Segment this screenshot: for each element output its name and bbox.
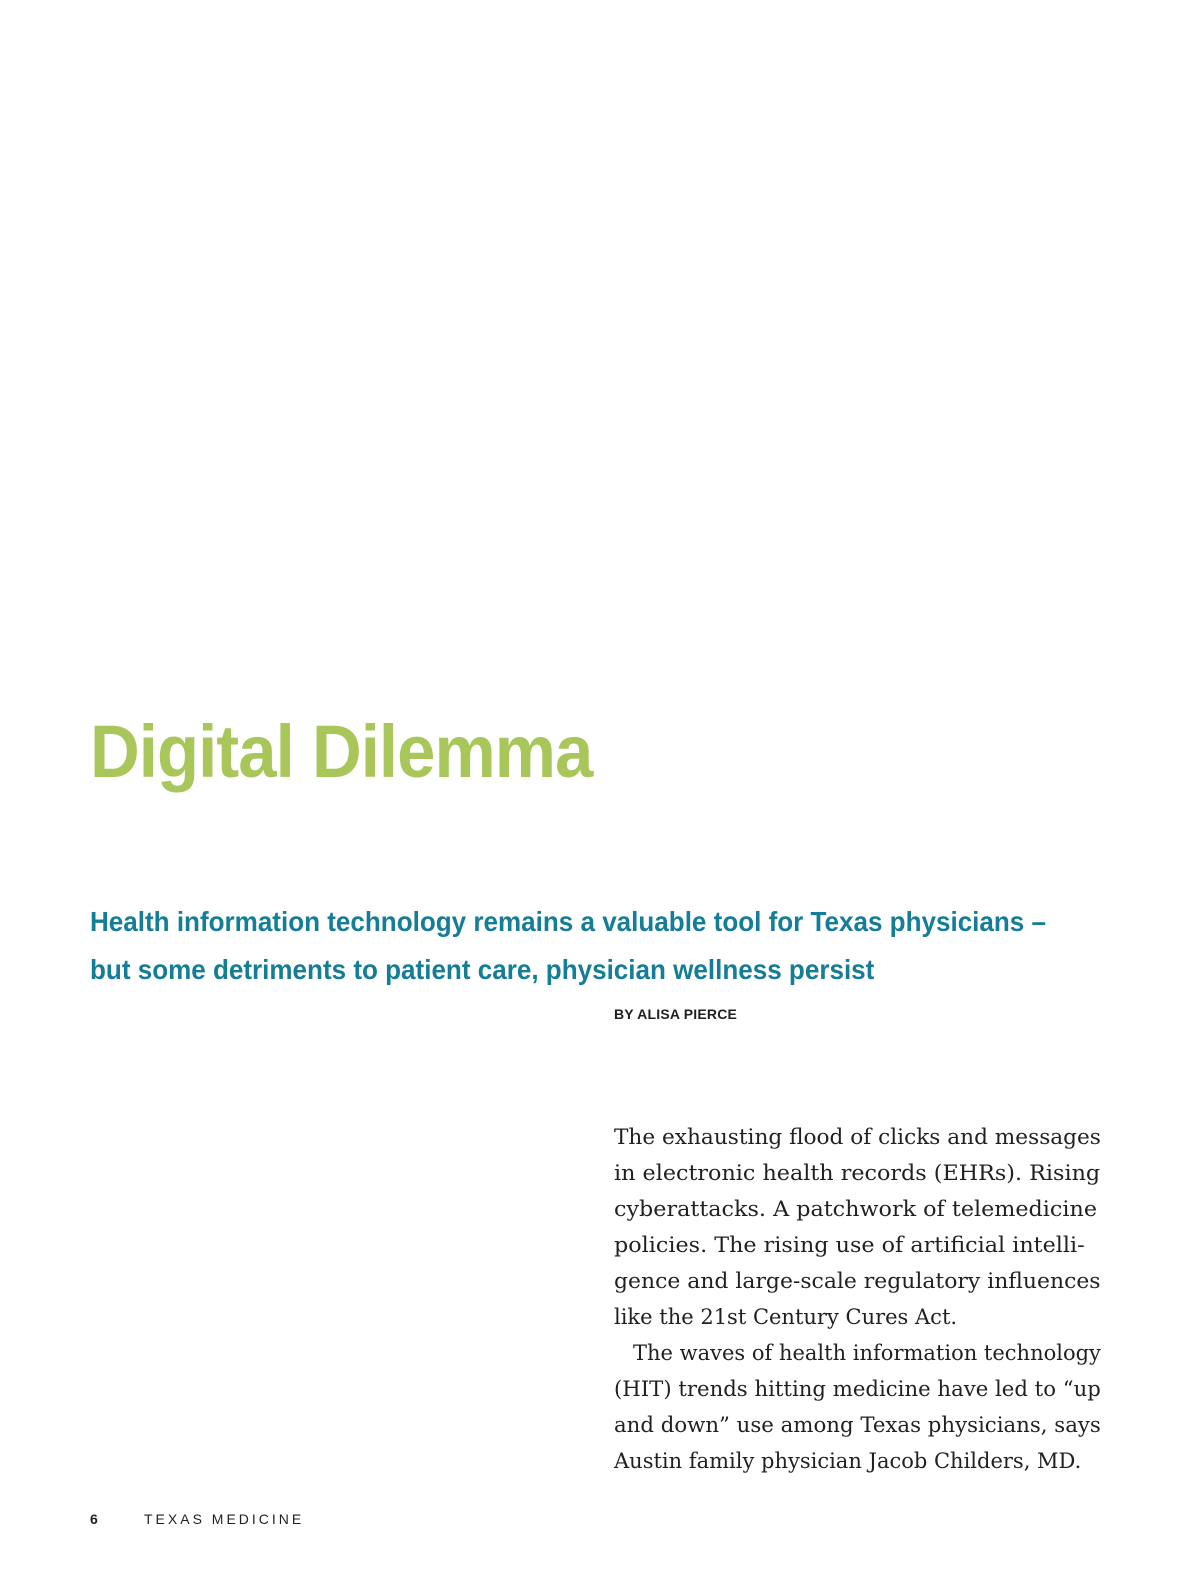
- body-line: in electronic health records (EHRs). Rising: [614, 1161, 1101, 1185]
- deck-line: Health information technology remains a valuable tool for Texas physicians –: [90, 906, 1047, 937]
- article-deck: [90, 898, 1118, 994]
- article-headline: Digital Dilemma: [90, 710, 593, 793]
- body-line: policies. The rising use of artificial intelli-: [614, 1233, 1085, 1257]
- body-line: (HIT) trends hitting medicine have led to “up: [614, 1377, 1101, 1401]
- body-line: Austin family physician Jacob Childers, MD.: [614, 1449, 1082, 1473]
- body-text: [614, 1119, 1101, 1479]
- byline: BY ALISA PIERCE: [614, 1006, 738, 1022]
- body-line: The waves of health information technology: [633, 1341, 1101, 1365]
- deck-line: but some detriments to patient care, physician wellness persist: [90, 954, 875, 985]
- page-footer: [90, 1509, 304, 1529]
- body-line: and down” use among Texas physicians, says: [614, 1413, 1101, 1437]
- body-line: The exhausting flood of clicks and messages: [614, 1125, 1101, 1149]
- body-line: cyberattacks. A patchwork of telemedicine: [614, 1197, 1098, 1221]
- page-number: 6: [90, 1511, 98, 1527]
- body-line: like the 21st Century Cures Act.: [614, 1305, 958, 1329]
- publication-name: TEXAS MEDICINE: [144, 1511, 305, 1527]
- body-line: gence and large-scale regulatory influences: [614, 1269, 1101, 1293]
